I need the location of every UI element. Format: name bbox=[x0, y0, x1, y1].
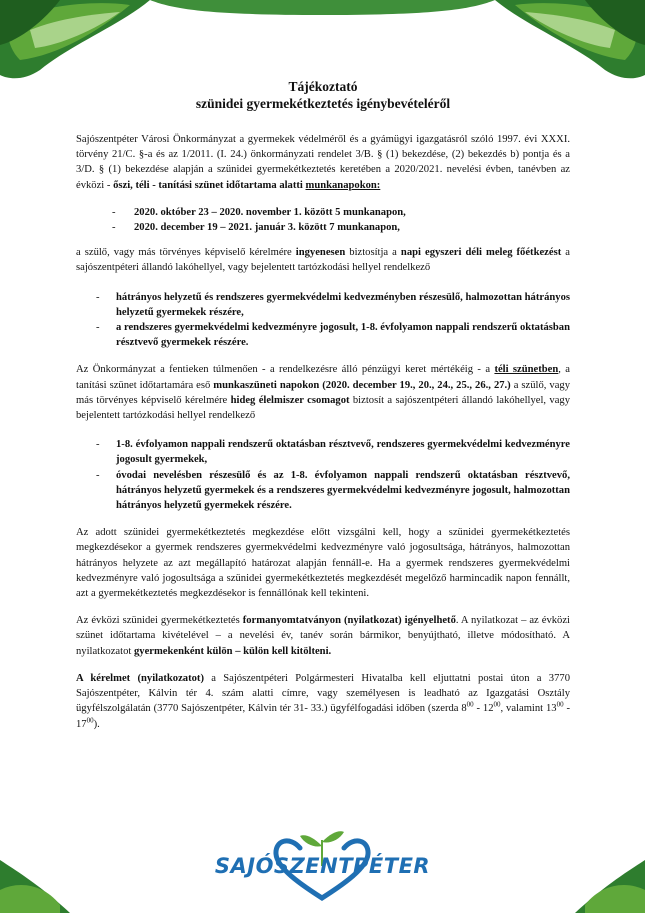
top-left-leaves bbox=[0, 0, 150, 78]
submission-paragraph: A kérelmet (nyilatkozatot) a Sajószentpéteri Polgármesteri Hivatalba kell eljuttatni postai úton a 3770 Sajószentpéter, Kálvin tér 4. szám alatti címre, vagy személyesen is leadható az Igazgatási Osztály ügyfélszolgálatán (3770 Sajószentpéter, Kálvin tér 31- 33.) ügyfélfogadási időben (szerda $8^{00} - 12^{00}$, valamint $13^{00} - 17^{00}$). bbox=[76, 672, 570, 730]
eligibility-list-2 bbox=[96, 437, 570, 513]
intro-paragraph: Sajószentpéter Városi Önkormányzat a gyermekek védelméről és a gyámügyi igazgatásról szóló 1997. évi XXXI. törvény 21/C. §-a és az 1/2011. (I. 24.) önkormányzati rendelet 3/B. § (1) bekezdése, (2) bekezdés b) pontja és a 3/D. § (1) bekezdése alapján a szünidei gyermekétkeztetés keretében a 2020/2021. nevelési évben, tanévben az évközi - őszi, téli - tanítási szünet időtartama alatti munkanapokon: bbox=[76, 134, 570, 191]
list-item: - 1-8. évfolyamon nappali rendszerű oktatásban résztvevő, rendszeres gyermekvédelmi kedvezményre jogosult gyermekek, bbox=[96, 437, 570, 467]
logo-text: SAJÓSZENTPÉTER bbox=[214, 854, 431, 878]
document-title: Tájékoztató bbox=[288, 79, 358, 94]
eligibility-list-1 bbox=[96, 290, 570, 351]
document-subtitle: szünidei gyermekétkeztetés igénybevételéről bbox=[195, 96, 451, 111]
list-item: - óvodai nevelésben részesülő és az 1-8. évfolyamon nappali rendszerű oktatásban résztvevő, hátrányos helyzetű gyermekek és a rendszeres gyermekvédelmi kedvezményre jogosult, halmozottan hátrányos helyzetű gyermekek részére. bbox=[96, 468, 570, 514]
verification-paragraph: Az adott szünidei gyermekétkeztetés megkezdése előtt vizsgálni kell, hogy a szünidei gyermekétkeztetés megkezdésekor a gyermek rendszeres gyermekvédelmi kedvezményre való jogosultsága, hátrányos, halmozottan hátrányos helyzete az azt megállapító határozat alapján fennáll-e. Ha a gyermek rendszeres gyermekvédelmi kedvezményre való jogosultsága a szünidei gyermekétkeztetés megkezdését megelőző harmincadik napon fennállt, azt a gyermekétkeztetés megkezdésekor is fennállónak kell tekinteni. bbox=[76, 527, 570, 600]
meal-paragraph: a szülő, vagy más törvényes képviselő kérelmére ingyenesen biztosítja a napi egyszeri déli meleg főétkezést a sajószentpéteri állandó lakóhellyel, vagy bejelentett tartózkodási hellyel rendelkező bbox=[76, 247, 570, 274]
date-item: - 2020. október 23 – 2020. november 1. között 5 munkanapon, bbox=[112, 205, 570, 220]
document-body bbox=[76, 78, 570, 744]
top-right-leaves bbox=[495, 0, 645, 78]
date-item: - 2020. december 19 – 2021. január 3. között 7 munkanapon, bbox=[112, 220, 570, 235]
list-item: - a rendszeres gyermekvédelmi kedvezményre jogosult, 1-8. évfolyamon nappali rendszerű oktatásban résztvevő gyermekek részére. bbox=[96, 320, 570, 350]
form-paragraph: Az évközi szünidei gyermekétkeztetés formanyomtatványon (nyilatkozat) igényelhető. A nyilatkozat – az évközi szünet időtartama kivételével – a nevelési év, tanév során bármikor, benyújtható, illetve módosítható. A nyilatkozatot gyermekenként külön – külön kell kitölteni. bbox=[76, 615, 570, 657]
package-paragraph: Az Önkormányzat a fentieken túlmenően - a rendelkezésre álló pénzügyi keret mértékéig - a téli szünetben, a tanítási szünet időtartamára eső munkaszüneti napokon (2020. december 19., 20., 24., 25., 26., 27.) a szülő, vagy más törvényes képviselő kérelmére hideg élelmiszer csomagot biztosít a sajószentpéteri állandó lakóhellyel, vagy bejelentett tartózkodási hellyel rendelkező bbox=[76, 364, 570, 422]
date-list bbox=[112, 205, 570, 235]
list-item: - hátrányos helyzetű és rendszeres gyermekvédelmi kedvezményben részesülő, halmozottan hátrányos helyzetű gyermekek részére, bbox=[96, 290, 570, 320]
